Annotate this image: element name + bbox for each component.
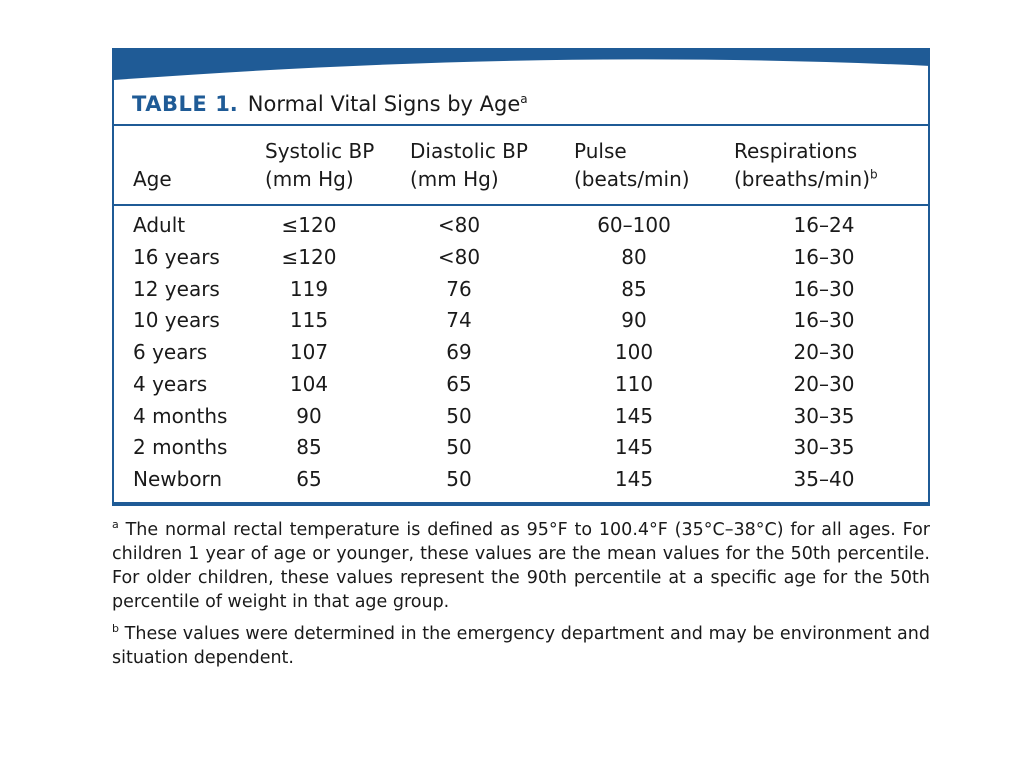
cell-age: 12 years — [133, 276, 220, 301]
cell-diastolic: 76 — [446, 276, 472, 301]
header-divider — [114, 204, 928, 206]
cell-age: 4 years — [133, 371, 208, 396]
cell-age: Adult — [133, 213, 186, 237]
cell-systolic: ≤120 — [281, 213, 337, 237]
cell-respirations: 20–30 — [793, 371, 855, 396]
header-respirations — [734, 137, 878, 193]
cell-respirations: 30–35 — [793, 403, 855, 428]
cell-pulse: 145 — [614, 467, 654, 491]
footnote-b-mark: b — [112, 622, 119, 636]
cell-respirations: 30–35 — [793, 435, 855, 460]
header-diastolic-line2: (mm Hg) — [410, 167, 499, 191]
cell-pulse: 145 — [614, 435, 654, 460]
cell-pulse: 100 — [614, 340, 654, 364]
header-pulse-line2: (beats/min) — [574, 167, 690, 191]
cell-systolic: 115 — [289, 308, 329, 333]
header-systolic — [265, 137, 374, 193]
cell-systolic: 119 — [289, 276, 329, 301]
cell-respirations: 16–30 — [793, 308, 855, 333]
cell-pulse: 85 — [621, 276, 647, 301]
table-title-text: Normal Vital Signs by Age — [247, 92, 521, 116]
cell-respirations: 16–30 — [793, 276, 855, 301]
cell-diastolic: 74 — [446, 308, 472, 333]
header-age: Age — [133, 167, 172, 191]
cell-diastolic: 69 — [446, 340, 472, 364]
cell-respirations: 20–30 — [793, 340, 855, 364]
table-number: 1. — [215, 92, 238, 116]
cell-pulse: 110 — [614, 371, 654, 396]
header-pulse — [574, 137, 690, 193]
cell-pulse: 60–100 — [597, 213, 671, 237]
cell-diastolic: 50 — [446, 467, 472, 491]
header-respirations-unit: (breaths/min) — [734, 167, 871, 191]
cell-systolic: 104 — [289, 371, 329, 396]
cell-age: Newborn — [133, 467, 223, 491]
header-band — [114, 48, 928, 80]
header-respirations-line2 — [734, 165, 878, 193]
cell-pulse: 80 — [621, 244, 647, 269]
footnote-b-text: These values were determined in the emergency department and may be environment and situation dependent. — [112, 624, 930, 668]
cell-diastolic: 50 — [446, 435, 472, 460]
footnote-b — [112, 622, 930, 670]
header-systolic-line2: (mm Hg) — [265, 167, 354, 191]
cell-age: 4 months — [133, 403, 228, 428]
footnote-a-text: The normal rectal temperature is defined as 95°F to 100.4°F (35°C–38°C) for all ages. For children 1 year of age or younger, these values are the mean values for the 50th percentile. For older children, these values represent the 90th percentile at a specific age for the 50th percentile of weight in that age group. — [112, 520, 930, 612]
cell-diastolic: <80 — [437, 244, 481, 269]
header-diastolic-line1: Diastolic BP — [410, 139, 528, 163]
footnote-a-mark: a — [112, 518, 119, 532]
cell-age: 16 years — [133, 244, 220, 269]
cell-age: 6 years — [133, 340, 208, 364]
cell-systolic: 85 — [296, 435, 322, 460]
cell-systolic: 90 — [296, 403, 322, 428]
cell-respirations: 16–30 — [793, 244, 855, 269]
resp-footnote-mark: b — [870, 167, 878, 182]
cell-respirations: 16–24 — [793, 213, 855, 237]
header-respirations-line1: Respirations — [734, 139, 858, 163]
table-label: TABLE — [132, 92, 208, 116]
cell-diastolic: <80 — [437, 213, 481, 237]
cell-age: 2 months — [133, 435, 228, 460]
cell-pulse: 90 — [621, 308, 647, 333]
cell-age: 10 years — [133, 308, 220, 333]
title-divider — [114, 124, 928, 126]
cell-respirations: 35–40 — [793, 467, 855, 491]
cell-systolic: ≤120 — [281, 244, 337, 269]
table-title — [132, 92, 528, 116]
footnotes — [112, 518, 930, 678]
cell-systolic: 65 — [296, 467, 322, 491]
cell-pulse: 145 — [614, 403, 654, 428]
header-pulse-line1: Pulse — [574, 139, 627, 163]
footnote-a — [112, 518, 930, 614]
cell-diastolic: 65 — [446, 371, 472, 396]
cell-diastolic: 50 — [446, 403, 472, 428]
cell-systolic: 107 — [289, 340, 329, 364]
header-systolic-line1: Systolic BP — [265, 139, 375, 163]
vital-signs-table — [112, 48, 930, 506]
title-footnote-mark: a — [520, 92, 528, 106]
header-diastolic — [410, 137, 528, 193]
